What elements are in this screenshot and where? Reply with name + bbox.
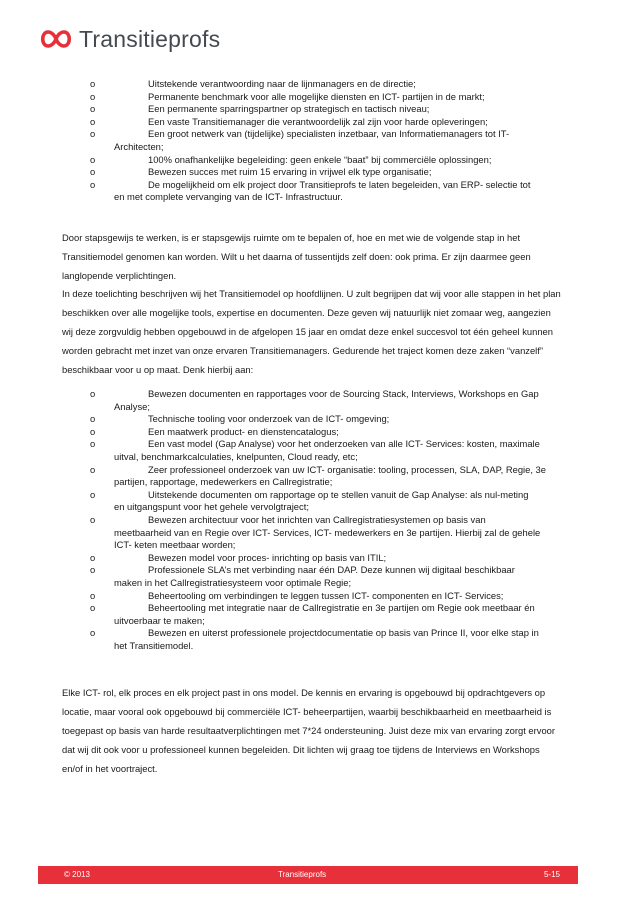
list-item — [90, 91, 560, 104]
list-item-text: Professionele SLA’s met verbinding naar één DAP. Deze kunnen wij digitaal beschikbaar — [148, 564, 515, 576]
list-item-continuation: meetbaarheid van en Regie over ICT- Services, ICT- medewerkers en 3e partijen. Hierbij zal de gehele ICT- keten meetbaar worden; — [114, 526, 541, 551]
footer-page-number: 5-15 — [543, 870, 560, 879]
bullet-marker: o — [90, 438, 96, 450]
list-item-text: Permanente benchmark voor alle mogelijke diensten en ICT- partijen in de markt; — [148, 90, 485, 102]
bullet-marker: o — [90, 602, 96, 614]
list-item — [90, 464, 560, 489]
list-item — [90, 388, 560, 413]
list-item — [90, 564, 560, 589]
list-item — [90, 103, 560, 116]
list-item — [90, 128, 560, 153]
list-item-text: Een permanente sparringspartner op strategisch en tactisch niveau; — [148, 103, 430, 115]
bullet-marker: o — [90, 388, 96, 399]
list-item-text: Een groot netwerk van (tijdelijke) specialisten inzetbaar, van Informatiemanagers tot IT- — [148, 128, 510, 140]
list-item — [90, 179, 560, 204]
bullet-marker: o — [90, 178, 96, 190]
list-item — [90, 627, 560, 652]
bullet-marker: o — [90, 90, 96, 102]
list-item-text: Een maatwerk product- en dienstencatalogus; — [148, 425, 339, 437]
list-item — [90, 166, 560, 179]
list-item-text: Bewezen en uiterst professionele projectdocumentatie op basis van Prince II, voor elke stap in — [148, 627, 539, 639]
bullet-marker: o — [90, 103, 96, 115]
list-item-continuation: uitvoerbaar te maken; — [114, 614, 205, 626]
list-item-text: Bewezen model voor proces- inrichting op basis van ITIL; — [148, 551, 387, 563]
paragraph-toelichting: In deze toelichting beschrijven wij het Transitiemodel op hoofdlijnen. U zult begrijpen dat wij voor alle stappen in het plan beschikken over alle mogelijke tools, expertise en documenten. Deze geven wij natuurlijk niet zomaar weg, aangezien wij deze zorgvuldig hebben opgebouwd in de afgelopen 15 jaar en omdat deze enkel succesvol tot één geheel kunnen worden gebracht met inzet van onze ervaren Transitiemanagers. Gedurende het traject komen deze zaken “vanzelf” beschikbaar voor u op maat. Denk hierbij aan: — [62, 288, 561, 375]
list-item — [90, 489, 560, 514]
list-item — [90, 116, 560, 129]
paragraph-stapsgewijs: Door stapsgewijs te werken, is er stapsgewijs ruimte om te bepalen of, hoe en met wie de volgende stap in het Transitiemodel genomen kan worden. Wilt u het daarna of tussentijds zelf doen: ook prima. Er zijn daarmee geen langlopende verplichtingen. — [62, 232, 531, 281]
infinity-icon — [38, 29, 74, 49]
list-item — [90, 438, 560, 463]
list-item-text: Uitstekende verantwoording naar de lijnmanagers en de directie; — [148, 78, 416, 89]
footer-copyright: © 2013 — [64, 870, 90, 879]
bullet-marker: o — [90, 166, 96, 178]
list-item-continuation: en met complete vervanging van de ICT- Infrastructuur. — [114, 191, 343, 203]
bullet-marker: o — [90, 153, 96, 165]
bullet-marker: o — [90, 513, 96, 525]
bullet-marker: o — [90, 627, 96, 639]
list-item — [90, 514, 560, 552]
list-item-text: Beheertooling met integratie naar de Callregistratie en 3e partijen om Regie ook meetbaar én — [148, 602, 535, 614]
bullet-marker: o — [90, 488, 96, 500]
list-item-text: Bewezen succes met ruim 15 ervaring in vrijwel elk type organisatie; — [148, 166, 432, 178]
bullet-marker: o — [90, 589, 96, 601]
bullet-marker: o — [90, 564, 96, 576]
list-item-text: 100% onafhankelijke begeleiding: geen enkele “baat” bij commerciële oplossingen; — [148, 153, 492, 165]
list-item-text: Uitstekende documenten om rapportage op te stellen vanuit de Gap Analyse: als nul-meting — [148, 488, 529, 500]
bullet-marker: o — [90, 425, 96, 437]
list-item — [90, 552, 560, 565]
brand-name: Transitieprofs — [79, 26, 221, 52]
list-item-continuation: Analyse; — [114, 400, 150, 412]
list-item-continuation: partijen, rapportage, medewerkers en Callregistratie; — [114, 476, 333, 488]
bullet-marker: o — [90, 551, 96, 563]
brand-logo — [38, 26, 220, 52]
footer-company: Transitieprofs — [278, 870, 327, 879]
list-item — [90, 602, 560, 627]
paragraph-model: Elke ICT- rol, elk proces en elk project past in ons model. De kennis en ervaring is opgebouwd bij opdrachtgevers op locatie, maar vooral ook opgebouwd bij commerciële ICT- beheerpartijen, waarbij beschikbaarheid en meetbaarheid is toegepast op basis van harde resultaatverplichtingen met 7*24 ondersteuning. Juist deze mix van ervaring zorgt ervoor dat wij dit ook voor u professioneel kunnen begeleiden. Dit lichten wij graag toe tijdens de Interviews en Workshops en/of in het voortraject. — [62, 687, 555, 774]
list-item — [90, 78, 560, 91]
bullet-marker: o — [90, 78, 96, 89]
bullet-marker: o — [90, 463, 96, 475]
bullet-marker: o — [90, 115, 96, 127]
list-item-continuation: het Transitiemodel. — [114, 639, 194, 651]
list-item-text: Een vast model (Gap Analyse) voor het onderzoeken van alle ICT- Services: kosten, maximale — [148, 438, 540, 450]
list-item-text: De mogelijkheid om elk project door Transitieprofs te laten begeleiden, van ERP- selectie tot — [148, 178, 531, 190]
page-footer — [38, 866, 578, 884]
list-item — [90, 426, 560, 439]
bullet-marker: o — [90, 128, 96, 140]
list-item-text: Beheertooling om verbindingen te leggen tussen ICT- componenten en ICT- Services; — [148, 589, 504, 601]
list-item — [90, 413, 560, 426]
resources-list — [90, 388, 560, 652]
list-item-continuation: maken in het Callregistratiesysteem voor optimale Regie; — [114, 576, 352, 588]
list-item-text: Technische tooling voor onderzoek van de ICT- omgeving; — [148, 413, 390, 425]
list-item-continuation: uitval, benchmarkcalculaties, knelpunten, Cloud ready, etc; — [114, 450, 358, 462]
list-item-continuation: Architecten; — [114, 140, 164, 152]
list-item — [90, 590, 560, 603]
list-item-text: Bewezen architectuur voor het inrichten van Callregistratiesystemen op basis van — [148, 513, 486, 525]
list-item — [90, 154, 560, 167]
list-item-text: Zeer professioneel onderzoek van uw ICT- organisatie: tooling, processen, SLA, DAP, Regie, 3e — [148, 463, 546, 475]
list-item-text: Bewezen documenten en rapportages voor de Sourcing Stack, Interviews, Workshops en Gap — [148, 388, 539, 399]
bullet-marker: o — [90, 413, 96, 425]
list-item-continuation: en uitgangspunt voor het gehele vervolgtraject; — [114, 501, 309, 513]
benefits-list — [90, 78, 560, 204]
list-item-text: Een vaste Transitiemanager die verantwoordelijk zal zijn voor harde opleveringen; — [148, 115, 488, 127]
